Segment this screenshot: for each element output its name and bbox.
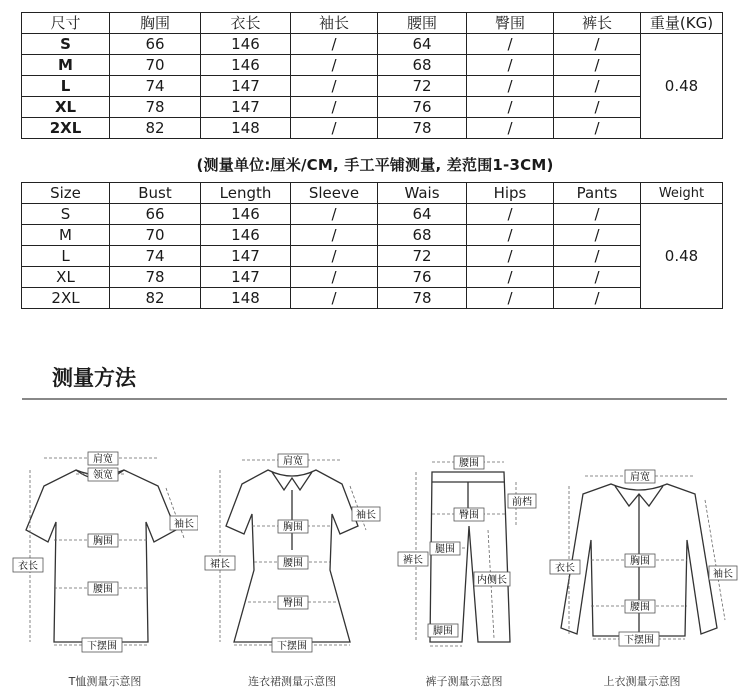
col-header: 衣长 xyxy=(201,13,291,34)
waist-cell: 76 xyxy=(378,267,467,288)
hips-cell: / xyxy=(467,76,554,97)
measurement-note: (测量单位:厘米/CM, 手工平铺测量, 差范围1-3CM) xyxy=(196,156,554,174)
dress-diagram xyxy=(200,430,385,670)
dress-sleeve-label: 袖长 xyxy=(356,510,376,521)
table-row xyxy=(22,288,723,309)
shirt-sleeve-label: 袖长 xyxy=(713,569,733,580)
pants-caption: 裤子测量示意图 xyxy=(425,675,503,688)
size-cell: 2XL xyxy=(22,118,110,139)
length-cell: 146 xyxy=(201,225,291,246)
shirt-waist-label: 腰围 xyxy=(630,602,650,613)
waist-cell: 68 xyxy=(378,55,467,76)
tshirt-illustration xyxy=(8,430,198,670)
table-row xyxy=(22,225,723,246)
pants-cell: / xyxy=(554,267,641,288)
hips-cell: / xyxy=(467,204,554,225)
col-header: 重量(KG) xyxy=(641,13,723,34)
waist-cell: 76 xyxy=(378,97,467,118)
tshirt-hem-label: 下摆围 xyxy=(87,641,117,652)
dress-length-label: 裙长 xyxy=(210,559,230,570)
dress-bust-label: 胸围 xyxy=(283,522,303,533)
shirt-diagram xyxy=(545,430,745,670)
length-cell: 147 xyxy=(201,267,291,288)
length-cell: 148 xyxy=(201,118,291,139)
length-cell: 147 xyxy=(201,97,291,118)
pants-cell: / xyxy=(554,55,641,76)
tshirt-length-label: 衣长 xyxy=(18,561,38,572)
size-cell: XL xyxy=(22,97,110,118)
shirt-hem-label: 下摆围 xyxy=(624,635,654,646)
bust-cell: 66 xyxy=(110,34,201,55)
size-cell: XL xyxy=(22,267,110,288)
col-header: Weight xyxy=(641,183,723,204)
shirt-bust-label: 胸围 xyxy=(630,556,650,567)
col-header: Pants xyxy=(554,183,641,204)
sleeve-cell: / xyxy=(291,246,378,267)
bust-cell: 74 xyxy=(110,246,201,267)
shirt-shoulder-label: 肩宽 xyxy=(630,472,650,483)
col-header: 袖长 xyxy=(291,13,378,34)
table-row xyxy=(22,267,723,288)
shirt-illustration xyxy=(545,430,745,670)
sleeve-cell: / xyxy=(291,267,378,288)
table-header-row xyxy=(22,183,723,204)
table-row xyxy=(22,76,723,97)
pants-cell: / xyxy=(554,118,641,139)
tshirt-waist-label: 腰围 xyxy=(93,584,113,595)
hips-cell: / xyxy=(467,225,554,246)
tshirt-sleeve-label: 袖长 xyxy=(174,519,194,530)
shirt-caption: 上衣测量示意图 xyxy=(603,675,681,688)
tshirt-collar-label: 领宽 xyxy=(93,470,113,481)
tshirt-bust-label: 胸围 xyxy=(93,536,113,547)
col-header: 腰围 xyxy=(378,13,467,34)
bust-cell: 78 xyxy=(110,267,201,288)
pants-cell: / xyxy=(554,204,641,225)
pants-cell: / xyxy=(554,97,641,118)
col-header: Length xyxy=(201,183,291,204)
section-divider xyxy=(22,398,727,400)
pants-cell: / xyxy=(554,288,641,309)
table-row xyxy=(22,55,723,76)
size-table-en xyxy=(21,182,723,309)
hips-cell: / xyxy=(467,97,554,118)
pants-cell: / xyxy=(554,76,641,97)
tshirt-caption: T恤测量示意图 xyxy=(68,675,142,688)
hips-cell: / xyxy=(467,246,554,267)
sleeve-cell: / xyxy=(291,55,378,76)
dress-illustration xyxy=(200,430,385,670)
table-row xyxy=(22,204,723,225)
hips-cell: / xyxy=(467,288,554,309)
tshirt-diagram xyxy=(8,430,198,670)
pants-length-label: 裤长 xyxy=(403,555,423,566)
weight-cell: 0.48 xyxy=(641,34,723,139)
pants-inseam-label: 内侧长 xyxy=(477,575,507,586)
waist-cell: 72 xyxy=(378,246,467,267)
hips-cell: / xyxy=(467,118,554,139)
col-header: Size xyxy=(22,183,110,204)
waist-cell: 78 xyxy=(378,118,467,139)
col-header: 胸围 xyxy=(110,13,201,34)
pants-thigh-label: 腿围 xyxy=(435,544,455,555)
bust-cell: 82 xyxy=(110,118,201,139)
length-cell: 148 xyxy=(201,288,291,309)
pants-diagram xyxy=(392,430,542,670)
col-header: 裤长 xyxy=(554,13,641,34)
length-cell: 147 xyxy=(201,246,291,267)
col-header: 臀围 xyxy=(467,13,554,34)
bust-cell: 78 xyxy=(110,97,201,118)
size-cell: L xyxy=(22,246,110,267)
dress-hem-label: 下摆围 xyxy=(277,641,307,652)
sleeve-cell: / xyxy=(291,76,378,97)
sleeve-cell: / xyxy=(291,225,378,246)
hips-cell: / xyxy=(467,34,554,55)
tshirt-shoulder-label: 肩宽 xyxy=(93,454,113,465)
waist-cell: 64 xyxy=(378,204,467,225)
table-row xyxy=(22,97,723,118)
pants-cell: / xyxy=(554,246,641,267)
sleeve-cell: / xyxy=(291,34,378,55)
length-cell: 146 xyxy=(201,55,291,76)
waist-cell: 68 xyxy=(378,225,467,246)
size-cell: 2XL xyxy=(22,288,110,309)
pants-waist-label: 腰围 xyxy=(459,458,479,469)
length-cell: 146 xyxy=(201,34,291,55)
pants-illustration xyxy=(392,430,542,670)
length-cell: 147 xyxy=(201,76,291,97)
waist-cell: 64 xyxy=(378,34,467,55)
sleeve-cell: / xyxy=(291,204,378,225)
bust-cell: 70 xyxy=(110,55,201,76)
size-cell: M xyxy=(22,55,110,76)
pants-rise-label: 前档 xyxy=(512,497,532,508)
shirt-length-label: 衣长 xyxy=(555,563,575,574)
weight-cell: 0.48 xyxy=(641,204,723,309)
waist-cell: 78 xyxy=(378,288,467,309)
col-header: Wais xyxy=(378,183,467,204)
table-row xyxy=(22,34,723,55)
table-row xyxy=(22,246,723,267)
dress-caption: 连衣裙测量示意图 xyxy=(248,675,336,688)
hips-cell: / xyxy=(467,55,554,76)
sleeve-cell: / xyxy=(291,288,378,309)
col-header: Sleeve xyxy=(291,183,378,204)
pants-cell: / xyxy=(554,34,641,55)
length-cell: 146 xyxy=(201,204,291,225)
pants-hips-label: 臀围 xyxy=(459,510,479,521)
sleeve-cell: / xyxy=(291,97,378,118)
size-cell: S xyxy=(22,204,110,225)
col-header: 尺寸 xyxy=(22,13,110,34)
bust-cell: 82 xyxy=(110,288,201,309)
col-header: Bust xyxy=(110,183,201,204)
waist-cell: 72 xyxy=(378,76,467,97)
section-title: 测量方法 xyxy=(52,366,136,390)
col-header: Hips xyxy=(467,183,554,204)
bust-cell: 70 xyxy=(110,225,201,246)
dress-hips-label: 臀围 xyxy=(283,598,303,609)
size-cell: S xyxy=(22,34,110,55)
table-row xyxy=(22,118,723,139)
table-header-row xyxy=(22,13,723,34)
size-cell: M xyxy=(22,225,110,246)
dress-waist-label: 腰围 xyxy=(283,558,303,569)
hips-cell: / xyxy=(467,267,554,288)
pants-leg-label: 脚围 xyxy=(433,626,453,637)
pants-cell: / xyxy=(554,225,641,246)
dress-shoulder-label: 肩宽 xyxy=(283,456,303,467)
size-table-cn xyxy=(21,12,723,139)
bust-cell: 74 xyxy=(110,76,201,97)
size-cell: L xyxy=(22,76,110,97)
sleeve-cell: / xyxy=(291,118,378,139)
bust-cell: 66 xyxy=(110,204,201,225)
